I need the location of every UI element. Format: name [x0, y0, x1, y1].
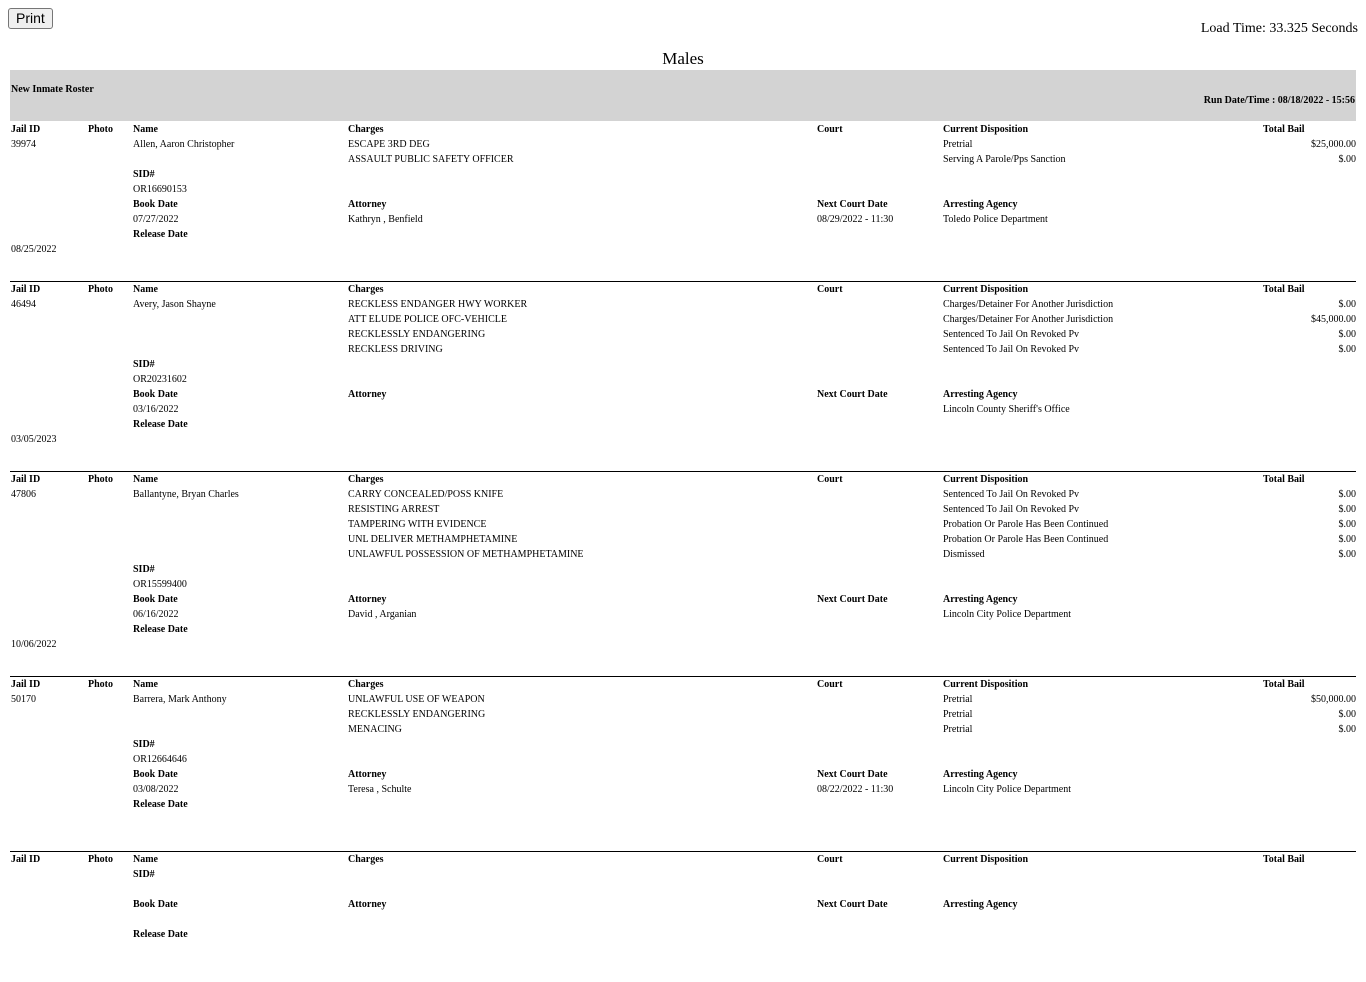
photo-header: Photo [88, 474, 113, 485]
disposition-header: Current Disposition [943, 124, 1029, 135]
court-header: Court [817, 679, 843, 690]
disposition: Pretrial [943, 724, 973, 735]
charge: ATT ELUDE POLICE OFC-VEHICLE [348, 314, 507, 325]
sid-header: SID# [133, 359, 155, 370]
jail-id-header: Jail ID [11, 474, 41, 485]
next-court-date: 08/22/2022 - 11:30 [817, 784, 894, 795]
jail-id-header: Jail ID [11, 284, 41, 295]
jail-id-header: Jail ID [11, 679, 41, 690]
jail-id: 39974 [11, 139, 36, 150]
photo-header: Photo [88, 284, 113, 295]
arresting-agency-header: Arresting Agency [943, 199, 1018, 210]
next-court-date-header: Next Court Date [817, 769, 888, 780]
attorney: Teresa , Schulte [348, 784, 412, 795]
disposition: Serving A Parole/Pps Sanction [943, 154, 1066, 165]
jail-id: 50170 [11, 694, 36, 705]
attorney-header: Attorney [348, 199, 387, 210]
charge: ESCAPE 3RD DEG [348, 139, 430, 150]
book-date-header: Book Date [133, 769, 178, 780]
charge: TAMPERING WITH EVIDENCE [348, 519, 487, 530]
arresting-agency-header: Arresting Agency [943, 594, 1018, 605]
inmate-name: Ballantyne, Bryan Charles [133, 489, 239, 500]
roster-title: New Inmate Roster [11, 84, 94, 95]
book-date: 07/27/2022 [133, 214, 179, 225]
court-header: Court [817, 284, 843, 295]
book-date-header: Book Date [133, 389, 178, 400]
disposition: Sentenced To Jail On Revoked Pv [943, 504, 1080, 515]
inmate-record [10, 851, 1356, 982]
arresting-agency-header: Arresting Agency [943, 899, 1018, 910]
total-bail-header: Total Bail [1263, 474, 1305, 485]
release-date-header: Release Date [133, 624, 188, 635]
disposition-header: Current Disposition [943, 679, 1029, 690]
attorney-header: Attorney [348, 594, 387, 605]
inmate-record [10, 281, 1356, 472]
charge: UNLAWFUL USE OF WEAPON [348, 694, 485, 705]
charges-header: Charges [348, 854, 384, 865]
next-court-date-header: Next Court Date [817, 594, 888, 605]
load-time: Load Time: 33.325 Seconds [1200, 21, 1358, 36]
charges-header: Charges [348, 679, 384, 690]
charge: RESISTING ARREST [348, 504, 440, 515]
next-court-date-header: Next Court Date [817, 389, 888, 400]
charges-header: Charges [348, 284, 384, 295]
photo-header: Photo [88, 679, 113, 690]
jail-id-header: Jail ID [11, 854, 41, 865]
disposition: Charges/Detainer For Another Jurisdiction [943, 299, 1114, 310]
release-date: 10/06/2022 [11, 639, 57, 650]
court-header: Court [817, 124, 843, 135]
record-separator [10, 851, 1356, 852]
arresting-agency-header: Arresting Agency [943, 769, 1018, 780]
next-court-date: 08/29/2022 - 11:30 [817, 214, 894, 225]
bail-amount: $.00 [1338, 344, 1356, 355]
total-bail-header: Total Bail [1263, 284, 1305, 295]
book-date: 03/08/2022 [133, 784, 179, 795]
name-header: Name [133, 679, 158, 690]
disposition: Dismissed [943, 549, 985, 560]
jail-id: 46494 [11, 299, 36, 310]
name-header: Name [133, 854, 158, 865]
bail-amount: $.00 [1338, 519, 1356, 530]
book-date-header: Book Date [133, 594, 178, 605]
sid-value: OR12664646 [133, 754, 187, 765]
roster-header [10, 70, 1356, 121]
disposition: Pretrial [943, 694, 973, 705]
inmate-name: Avery, Jason Shayne [133, 299, 216, 310]
sid-header: SID# [133, 739, 155, 750]
total-bail-header: Total Bail [1263, 124, 1305, 135]
print-button[interactable]: Print [8, 8, 53, 29]
release-date-header: Release Date [133, 229, 188, 240]
charge: RECKLESS DRIVING [348, 344, 443, 355]
charges-header: Charges [348, 124, 384, 135]
bail-amount: $.00 [1338, 534, 1356, 545]
bail-amount: $25,000.00 [1311, 139, 1356, 150]
sid-header: SID# [133, 564, 155, 575]
disposition: Probation Or Parole Has Been Continued [943, 519, 1109, 530]
charge: RECKLESS ENDANGER HWY WORKER [348, 299, 528, 310]
disposition: Probation Or Parole Has Been Continued [943, 534, 1109, 545]
arresting-agency: Lincoln City Police Department [943, 609, 1072, 620]
bail-amount: $.00 [1338, 549, 1356, 560]
disposition: Pretrial [943, 709, 973, 720]
disposition-header: Current Disposition [943, 474, 1029, 485]
attorney-header: Attorney [348, 899, 387, 910]
charge: UNL DELIVER METHAMPHETAMINE [348, 534, 518, 545]
charge: RECKLESSLY ENDANGERING [348, 709, 486, 720]
court-header: Court [817, 854, 843, 865]
total-bail-header: Total Bail [1263, 854, 1305, 865]
release-date-header: Release Date [133, 929, 188, 940]
disposition: Pretrial [943, 139, 973, 150]
record-separator [10, 281, 1356, 282]
bail-amount: $45,000.00 [1311, 314, 1356, 325]
book-date: 03/16/2022 [133, 404, 179, 415]
bail-amount: $.00 [1338, 299, 1356, 310]
release-date-header: Release Date [133, 419, 188, 430]
sid-header: SID# [133, 869, 155, 880]
photo-header: Photo [88, 854, 113, 865]
bail-amount: $.00 [1338, 724, 1356, 735]
jail-id-header: Jail ID [11, 124, 41, 135]
section-title: Males [662, 49, 704, 68]
run-date: Run Date/Time : 08/18/2022 - 15:56 [1203, 95, 1355, 106]
sid-value: OR15599400 [133, 579, 187, 590]
charge: RECKLESSLY ENDANGERING [348, 329, 486, 340]
charge: UNLAWFUL POSSESSION OF METHAMPHETAMINE [348, 549, 584, 560]
release-date: 03/05/2023 [11, 434, 57, 445]
next-court-date-header: Next Court Date [817, 899, 888, 910]
book-date-header: Book Date [133, 199, 178, 210]
disposition: Sentenced To Jail On Revoked Pv [943, 329, 1080, 340]
inmate-name: Barrera, Mark Anthony [133, 694, 227, 705]
charges-header: Charges [348, 474, 384, 485]
inmate-name: Allen, Aaron Christopher [133, 139, 235, 150]
jail-id: 47806 [11, 489, 36, 500]
record-separator [10, 471, 1356, 472]
arresting-agency: Lincoln City Police Department [943, 784, 1072, 795]
sid-value: OR16690153 [133, 184, 187, 195]
arresting-agency: Toledo Police Department [943, 214, 1048, 225]
bail-amount: $.00 [1338, 329, 1356, 340]
sid-header: SID# [133, 169, 155, 180]
attorney-header: Attorney [348, 389, 387, 400]
charge: ASSAULT PUBLIC SAFETY OFFICER [348, 154, 514, 165]
book-date-header: Book Date [133, 899, 178, 910]
bail-amount: $.00 [1338, 154, 1356, 165]
attorney: David , Arganian [348, 609, 417, 620]
release-date-header: Release Date [133, 799, 188, 810]
disposition: Sentenced To Jail On Revoked Pv [943, 489, 1080, 500]
bail-amount: $50,000.00 [1311, 694, 1356, 705]
disposition-header: Current Disposition [943, 284, 1029, 295]
name-header: Name [133, 474, 158, 485]
arresting-agency-header: Arresting Agency [943, 389, 1018, 400]
release-date: 08/25/2022 [11, 244, 57, 255]
inmate-record [10, 471, 1356, 677]
record-separator [10, 676, 1356, 677]
bail-amount: $.00 [1338, 504, 1356, 515]
attorney: Kathryn , Benfield [348, 214, 423, 225]
photo-header: Photo [88, 124, 113, 135]
disposition: Charges/Detainer For Another Jurisdiction [943, 314, 1114, 325]
name-header: Name [133, 124, 158, 135]
name-header: Name [133, 284, 158, 295]
bail-amount: $.00 [1338, 709, 1356, 720]
sid-value: OR20231602 [133, 374, 187, 385]
attorney-header: Attorney [348, 769, 387, 780]
total-bail-header: Total Bail [1263, 679, 1305, 690]
disposition-header: Current Disposition [943, 854, 1029, 865]
book-date: 06/16/2022 [133, 609, 179, 620]
court-header: Court [817, 474, 843, 485]
charge: CARRY CONCEALED/POSS KNIFE [348, 489, 504, 500]
inmate-record [10, 121, 1356, 282]
next-court-date-header: Next Court Date [817, 199, 888, 210]
disposition: Sentenced To Jail On Revoked Pv [943, 344, 1080, 355]
arresting-agency: Lincoln County Sheriff's Office [943, 404, 1070, 415]
inmate-record [10, 676, 1356, 852]
charge: MENACING [348, 724, 402, 735]
bail-amount: $.00 [1338, 489, 1356, 500]
